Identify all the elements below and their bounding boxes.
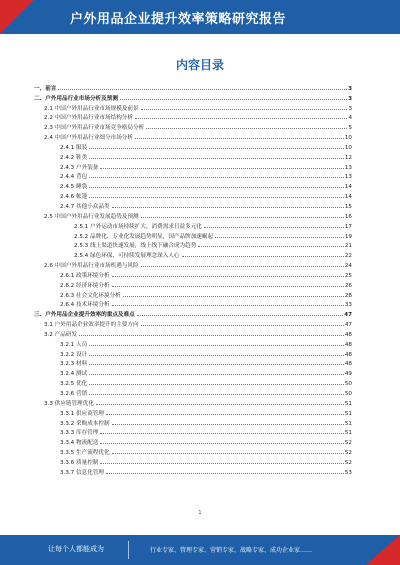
toc-entry-label: 2.4.2 鞋类: [60, 154, 88, 161]
toc-entry-label: 3.3.1 供应商管理: [60, 410, 104, 417]
toc-entry-label: 三、户外用品企业提升效率的重点及难点: [34, 312, 135, 319]
toc-entry-label: 3.3 供应链管理优化: [44, 400, 94, 407]
toc-entry-label: 3.3.2 采购成本控制: [60, 420, 110, 427]
toc-leader-dots: [120, 99, 347, 100]
toc-entry-page: 25: [344, 272, 352, 279]
toc-entry[interactable]: [34, 446, 352, 456]
toc-entry[interactable]: [34, 131, 352, 141]
toc-leader-dots: [89, 394, 344, 395]
toc-leader-dots: [141, 325, 344, 326]
toc-entry-page: 19: [344, 233, 352, 240]
toc-entry-page: 48: [344, 331, 352, 338]
toc-entry-page: 50: [344, 381, 352, 388]
toc-entry[interactable]: [34, 318, 352, 328]
toc-entry[interactable]: [34, 289, 352, 299]
footer-slogan: 让每个人都能成为: [48, 545, 104, 553]
toc-entry-label: 2.4.7 其他小众品类: [60, 203, 110, 210]
toc-entry-page: 5: [348, 125, 352, 132]
toc-entry-page: 48: [344, 361, 352, 368]
toc-entry-page: 12: [344, 154, 352, 161]
toc-entry-page: 3: [348, 85, 352, 92]
toc-leader-dots: [58, 89, 347, 90]
toc-entry-page: 3: [348, 95, 352, 102]
toc-entry-page: 51: [344, 410, 352, 417]
toc-entry[interactable]: [34, 102, 352, 112]
toc-entry[interactable]: [34, 112, 352, 122]
toc-leader-dots: [182, 256, 344, 257]
toc-entry-page: 51: [344, 400, 352, 407]
toc-entry-label: 3.1 户外用品企业效率提升的主要方向: [44, 322, 139, 329]
toc-entry[interactable]: [34, 387, 352, 397]
toc-entry-label: 2.3 中国户外用品行业市场竞争格局分析: [44, 125, 145, 132]
header-red-corner: [0, 0, 34, 34]
toc-leader-dots: [100, 443, 343, 444]
toc-entry-page: 4: [348, 115, 352, 122]
toc-entry[interactable]: [34, 456, 352, 466]
toc-entry-label: 2.6.2 经济环境分析: [60, 282, 110, 289]
toc-entry-label: 3.3.3 库存管理: [60, 430, 99, 437]
toc-entry-label: 2.4.4 背包: [60, 174, 88, 181]
toc-leader-dots: [89, 177, 344, 178]
toc-entry-page: 51: [344, 430, 352, 437]
toc-entry[interactable]: [34, 121, 352, 131]
toc-entry-label: 2.2 中国户外用品行业市场结构分析: [44, 115, 133, 122]
toc-entry[interactable]: [34, 82, 352, 92]
toc-entry-page: 47: [344, 312, 352, 319]
toc-leader-dots: [112, 305, 344, 306]
toc-entry-label: 2.4 中国户外用品行业细分市场分析: [44, 135, 133, 142]
toc-entry-page: 47: [344, 322, 352, 329]
toc-leader-dots: [137, 315, 344, 316]
toc-entry-page: 24: [344, 263, 352, 270]
toc-entry-label: 3.2.3 材料: [60, 361, 88, 368]
toc-entry-label: 2.4.3 户外装备: [60, 164, 99, 171]
toc-entry-label: 2.5.1 户外运动市场持续扩大，消费需求日益多元化: [74, 223, 202, 230]
toc-leader-dots: [100, 433, 343, 434]
toc-entry-label: 2.6.4 技术环境分析: [60, 302, 110, 309]
toc-entry-label: 3.3.7 信息化管理: [60, 469, 104, 476]
toc-entry[interactable]: [34, 417, 352, 427]
toc-entry[interactable]: [34, 338, 352, 348]
toc-leader-dots: [89, 364, 344, 365]
toc-entry[interactable]: [34, 230, 352, 240]
toc-heading: 内容目录: [175, 58, 224, 72]
toc-leader-dots: [89, 148, 344, 149]
toc-entry-label: 3.2.4 测试: [60, 371, 88, 378]
toc-leader-dots: [141, 109, 348, 110]
toc-entry[interactable]: [34, 279, 352, 289]
toc-entry-page: 13: [344, 174, 352, 181]
toc-entry-page: 16: [344, 213, 352, 220]
toc-entry-page: 49: [344, 371, 352, 378]
toc-entry[interactable]: [34, 249, 352, 259]
toc-entry[interactable]: [34, 299, 352, 309]
toc-leader-dots: [112, 424, 344, 425]
toc-entry-label: 3.3.6 质量控制: [60, 459, 99, 466]
toc-entry-label: 3.2 产品研发: [44, 331, 78, 338]
toc-leader-dots: [89, 345, 344, 346]
toc-entry-page: 13: [344, 164, 352, 171]
toc-entry[interactable]: [34, 92, 352, 102]
toc-entry[interactable]: [34, 407, 352, 417]
toc-entry[interactable]: [34, 141, 352, 151]
toc-entry-label: 3.3.5 生产流程优化: [60, 450, 110, 457]
toc-leader-dots: [135, 118, 347, 119]
toc-leader-dots: [89, 187, 344, 188]
footer-divider: [128, 541, 129, 559]
toc-entry-page: 53: [344, 469, 352, 476]
toc-entry-page: 26: [344, 282, 352, 289]
toc-entry-page: 15: [344, 203, 352, 210]
toc-entry-page: 52: [344, 459, 352, 466]
toc-entry-page: 52: [344, 450, 352, 457]
toc-leader-dots: [112, 286, 344, 287]
toc-leader-dots: [100, 168, 343, 169]
toc-entry[interactable]: [34, 397, 352, 407]
toc-entry-page: 48: [344, 351, 352, 358]
toc-leader-dots: [198, 246, 344, 247]
toc-entry-label: 2.1 中国户外用品行业市场规模及前景: [44, 105, 139, 112]
toc-leader-dots: [123, 296, 344, 297]
toc-leader-dots: [146, 128, 347, 129]
toc-entry[interactable]: [34, 427, 352, 437]
toc-entry[interactable]: [34, 367, 352, 377]
toc-entry-label: 3.2.1 人员: [60, 341, 88, 348]
toc-leader-dots: [89, 374, 344, 375]
toc-entry-label: 2.5 中国户外用品行业发展趋势及预测: [44, 213, 139, 220]
toc-entry-page: 17: [344, 223, 352, 230]
toc-entry[interactable]: [34, 308, 352, 318]
toc-leader-dots: [204, 227, 344, 228]
toc-entry-page: 10: [344, 144, 352, 151]
toc-entry-page: 28: [344, 292, 352, 299]
toc-entry-page: 22: [344, 253, 352, 260]
toc-entry[interactable]: [34, 358, 352, 368]
toc-entry[interactable]: [34, 151, 352, 161]
toc-entry-label: 3.3.4 物流配送: [60, 440, 99, 447]
toc-leader-dots: [215, 237, 344, 238]
toc-entry[interactable]: [34, 328, 352, 338]
toc-entry[interactable]: [34, 200, 352, 210]
toc-entry-label: 2.5.4 绿色环保、可持续发展理念深入人心: [74, 253, 180, 260]
toc-leader-dots: [79, 335, 344, 336]
toc-entry[interactable]: [34, 240, 352, 250]
toc-leader-dots: [89, 384, 344, 385]
toc-entry-page: 14: [344, 184, 352, 191]
toc-entry-label: 2.5.2 品牌化、专业化发展趋势明显，国产品牌加速崛起: [74, 233, 214, 240]
toc-entry[interactable]: [34, 436, 352, 446]
toc-entry[interactable]: [34, 180, 352, 190]
toc-leader-dots: [135, 138, 344, 139]
toc-entry-label: 2.4.6 帐篷: [60, 194, 88, 201]
footer-roles: 行业专家、管理专家、营销专家、战略专家、成功企业家……: [150, 547, 313, 554]
toc-entry[interactable]: [34, 348, 352, 358]
toc-entry[interactable]: [34, 466, 352, 476]
table-of-contents: [34, 82, 352, 476]
toc-entry-page: 14: [344, 194, 352, 201]
toc-entry-label: 二、户外用品行业市场分析及预测: [34, 95, 118, 102]
toc-leader-dots: [100, 463, 343, 464]
toc-entry-page: 48: [344, 341, 352, 348]
footer-red-corner: [366, 535, 400, 565]
toc-entry-label: 2.4.5 睡袋: [60, 184, 88, 191]
toc-leader-dots: [112, 276, 344, 277]
toc-entry-page: 50: [344, 391, 352, 397]
toc-leader-dots: [89, 355, 344, 356]
toc-leader-dots: [106, 473, 344, 474]
toc-leader-dots: [112, 207, 344, 208]
toc-leader-dots: [112, 453, 344, 454]
toc-entry[interactable]: [34, 259, 352, 269]
report-title: 户外用品企业提升效率策略研究报告: [70, 12, 287, 27]
toc-entry-page: 33: [344, 302, 352, 309]
toc-entry-page: 52: [344, 440, 352, 447]
report-footer-band: [0, 535, 400, 565]
toc-entry[interactable]: [34, 161, 352, 171]
toc-entry-label: 2.6.3 社会文化环境分析: [60, 292, 121, 299]
toc-entry[interactable]: [34, 269, 352, 279]
toc-leader-dots: [141, 217, 344, 218]
toc-entry-label: 3.2.2 设计: [60, 351, 88, 358]
toc-entry-page: 21: [344, 243, 352, 250]
toc-entry-label: 3.2.5 优化: [60, 381, 88, 388]
toc-entry-label: 2.6 中国户外用品行业市场机遇与风险: [44, 263, 139, 270]
toc-entry[interactable]: [34, 377, 352, 387]
toc-leader-dots: [89, 197, 344, 198]
toc-leader-dots: [141, 266, 344, 267]
toc-entry[interactable]: [34, 220, 352, 230]
toc-entry-page: 3: [348, 105, 352, 112]
toc-entry-page: 10: [344, 135, 352, 142]
page-number: 1: [198, 510, 202, 516]
toc-entry[interactable]: [34, 210, 352, 220]
report-header-band: [0, 0, 400, 34]
toc-entry-label: 2.6.1 政策环境分析: [60, 272, 110, 279]
toc-entry-label: 2.5.3 线上渠道快速发展，线上线下融合成为趋势: [74, 243, 197, 250]
toc-leader-dots: [106, 414, 344, 415]
toc-entry-label: 一、前言: [34, 85, 57, 92]
toc-leader-dots: [96, 404, 344, 405]
toc-entry-page: 51: [344, 420, 352, 427]
toc-entry[interactable]: [34, 190, 352, 200]
toc-entry[interactable]: [34, 171, 352, 181]
toc-entry-label: 2.4.1 服装: [60, 144, 88, 151]
toc-entry-label: 3.2.6 营销: [60, 391, 88, 397]
toc-leader-dots: [89, 158, 344, 159]
